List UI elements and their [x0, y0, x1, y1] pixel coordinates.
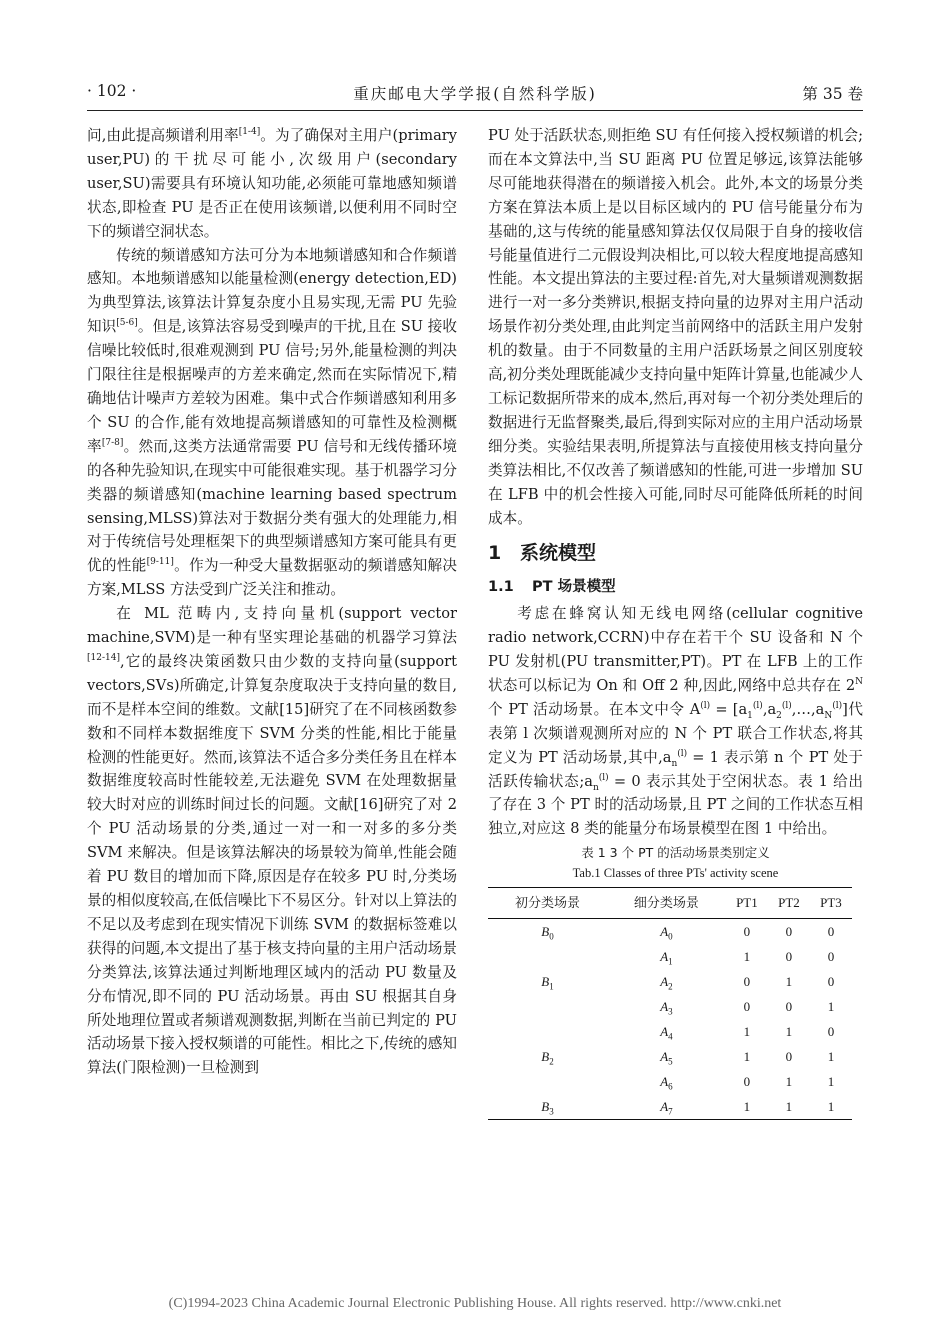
pt1-cell: 1 [743, 1024, 751, 1040]
pt2-cell: 1 [768, 1094, 810, 1120]
pt3-cell: 1 [810, 1094, 852, 1120]
table-row [488, 944, 852, 969]
coarse-class-cell: $B_2$ [541, 1049, 554, 1067]
pt2-cell: 0 [785, 924, 793, 940]
running-header [87, 82, 863, 108]
pt2-cell: 0 [785, 949, 793, 965]
pt2-cell: 0 [785, 999, 793, 1015]
pt1-cell: 0 [743, 974, 751, 990]
table-header-row [488, 888, 852, 919]
subsection-heading: 1.1 PT 场景模型 [488, 579, 616, 596]
table-caption-cn: 表 1 3 个 PT 的活动场景类别定义 [581, 845, 770, 861]
fine-class-cell: $A_0$ [660, 924, 673, 942]
left-column [87, 124, 457, 1080]
page-number: · 102 · [87, 82, 137, 100]
pt3-cell: 0 [827, 924, 835, 940]
pt3-cell: 0 [827, 1024, 835, 1040]
pt2-cell: 1 [785, 1074, 793, 1090]
paragraph: 在 ML 范畴内,支持向量机(support vector machine,SVM)是一种有坚实理论基础的机器学习算法[12-14],它的最终决策函数只由少数的支持向量(support vectors,SVs)所确定,计算复杂度取决于支持向量的数目,而不是样本空间的维数。文献[15]研究了在不同核函数参数和不同样本数据维度下 SVM 分类的性能,相比于能量检测的性能更好。然而,该算法不适合多分类任务且在样本数据维度较高时性能较差,无法避免 SVM 在处理数据量较大时对应的训练时间过长的问题。文献[16]研究了对 2 个 PU 活动场景的分类,通过一对一和一对多的多分类 SVM 来解决。但是该算法解决的场景较为简单,性能会随着 PU 数目的增加而下降,原因是存在较多 PU 时,分类场景的相似度较高,在低信噪比下不易区分。针对以上算法的不足以及考虑到在现实情况下训练 SVM 的数据标签难以获得的问题,本文提出了基于核支持向量的主用户活动场景分类算法,该算法通过判断地理区域内的活动 PU 数量及分布情况,即不同的 PU 活动场景。再由 SU 根据其自身所处地理位置或者频谱观测数据,判断在当前已判定的 PU 活动场景下接入授权频谱的可能性。相比之下,传统的感知算法(门限检测)一旦检测到 [87, 605, 457, 1077]
fine-class-cell: $A_5$ [660, 1049, 673, 1067]
table-header-cell: 细分类场景 [607, 888, 726, 919]
table-header-cell: PT3 [810, 888, 852, 919]
paragraph: 考虑在蜂窝认知无线电网络(cellular cognitive radio network,CCRN)中存在若干个 SU 设备和 N 个 PU 发射机(PU transmitter,PT)。PT 在 LFB 上的工作状态可以标记为 On 和 Off 2 种,因此,网络中总共存在 $2^N$ 个 PT 活动场景。在本文中令 $A^{(l)}$ = $[a_1^{(l)},a_2^{(l)},\dots,a_N^{(l)}]$代表第 l 次频谱观测所对应的 N 个 PT 联合工作状态,将其定义为 PT 活动场景,其中$,a_n^{(l)} = 1$ 表示第 n 个 PT 处于活跃传输状态$;a_n^{(l)} = 0$ 表示其处于空闲状态。表 1 给出了存在 3 个 PT 时的活动场景,且 PT 之间的工作状态互相独立,对应这 8 类的能量分布场景模型在图 1 中给出。 [488, 605, 863, 838]
journal-title: 重庆邮电大学学报(自然科学版) [353, 85, 597, 103]
pt1-cell: 1 [726, 1094, 768, 1120]
table-row [488, 1019, 852, 1044]
fine-class-cell: $A_3$ [660, 999, 673, 1017]
table-header-cell: PT1 [726, 888, 768, 919]
citation[interactable]: [12-14] [87, 653, 120, 664]
pt2-cell: 0 [785, 1049, 793, 1065]
header-rule [87, 110, 863, 111]
scene-class-table [488, 887, 852, 1120]
paragraph: PU 处于活跃状态,则拒绝 SU 有任何接入授权频谱的机会;而在本文算法中,当 SU 距离 PU 位置足够远,该算法能够尽可能地获得潜在的频谱接入机会。此外,本文的场景分类方案在算法本质上是以目标区域内的 PU 信号能量分布为基础的,这与传统的能量感知算法仅仅局限于自身的接收信号能量值进行二元假设判决相比,可以较大程度地提高感知性能。本文提出算法的主要过程:首先,对大量频谱观测数据进行一对一多分类辨识,根据支持向量的边界对主用户活动场景作初分类处理,由此判定当前网络中的活跃主用户发射机的数量。由于不同数量的主用户活跃场景之间区别度较高,初分类处理既能减少支持向量中矩阵计算量,也能减少人工标记数据所带来的成本,然后,再对每一个初分类处理后的数据进行无监督聚类,最后,得到实际对应的主用户活动场景细分类。实验结果表明,所提算法与直接使用核支持向量分类算法相比,不仅改善了频谱感知的性能,可进一步增加 SU 在 LFB 中的机会性接入可能,同时尽可能降低所耗的时间成本。 [488, 127, 863, 527]
pt2-cell: 1 [785, 974, 793, 990]
fine-class-cell: $A_6$ [660, 1074, 673, 1092]
pt1-cell: 0 [743, 1074, 751, 1090]
pt1-cell: 0 [743, 999, 751, 1015]
coarse-class-cell: $B_0$ [541, 924, 554, 942]
citation[interactable]: [1-4] [238, 127, 261, 138]
citation[interactable]: [9-11] [146, 557, 174, 568]
fine-class-cell: $A_7$ [607, 1094, 726, 1120]
table-header-cell: PT2 [768, 888, 810, 919]
copyright-footer: (C)1994-2023 China Academic Journal Electronic Publishing House. All rights reserved. http://www.cnki.net [168, 1296, 782, 1311]
pt3-cell: 1 [827, 1074, 835, 1090]
coarse-class-cell: $B_1$ [541, 974, 554, 992]
pt2-cell: 1 [785, 1024, 793, 1040]
fine-class-cell: $A_4$ [660, 1024, 673, 1042]
citation[interactable]: [5-6] [116, 318, 138, 329]
section-heading: 1 系统模型 [488, 542, 597, 565]
pt1-cell: 1 [743, 1049, 751, 1065]
coarse-class-cell: $B_3$ [488, 1094, 607, 1120]
right-column [488, 124, 863, 1120]
pt1-cell: 1 [743, 949, 751, 965]
pt3-cell: 1 [827, 999, 835, 1015]
pt3-cell: 0 [827, 949, 835, 965]
paragraph: 问,由此提高频谱利用率[1-4]。为了确保对主用户(primary user,PU)的干扰尽可能小,次级用户(secondary user,SU)需要具有环境认知功能,必须能可靠地感知频谱状态,即检查 PU 是否正在使用该频谱,以便利用不同时空下的频谱空洞状态。 [87, 127, 457, 240]
citation[interactable]: [7-8] [101, 437, 124, 448]
pt1-cell: 0 [743, 924, 751, 940]
table-header-cell: 初分类场景 [488, 888, 607, 919]
volume-label: 第 35 卷 [802, 85, 863, 103]
pt3-cell: 1 [827, 1049, 835, 1065]
fine-class-cell: $A_1$ [660, 949, 673, 967]
pt3-cell: 0 [827, 974, 835, 990]
table-row [488, 919, 852, 945]
paragraph: 传统的频谱感知方法可分为本地频谱感知和合作频谱感知。本地频谱感知以能量检测(energy detection,ED)为典型算法,该算法计算复杂度小且易实现,无需 PU 先验知识[5-6]。但是,该算法容易受到噪声的干扰,且在 SU 接收信噪比较低时,很难观测到 PU 信号;另外,能量检测的判决门限往往是根据噪声的方差来确定,然而在实际情况下,精确地估计噪声方差较为困难。集中式合作频谱感知利用多个 SU 的合作,能有效地提高频谱感知的可靠性及检测概率[7-8]。然而,这类方法通常需要 PU 信号和无线传播环境的各种先验知识,在现实中可能很难实现。基于机器学习分类器的频谱感知(machine learning based spectrum sensing,MLSS)算法对于数据分类有强大的处理能力,相对于传统信号处理框架下的典型频谱感知方案可能具有更优的性能[9-11]。作为一种受大量数据驱动的频谱感知解决方案,MLSS 方法受到广泛关注和推动。 [87, 246, 457, 599]
table-caption-en: Tab.1 Classes of three PTs' activity scene [572, 866, 779, 881]
fine-class-cell: $A_2$ [660, 974, 673, 992]
table-row [488, 1094, 852, 1120]
